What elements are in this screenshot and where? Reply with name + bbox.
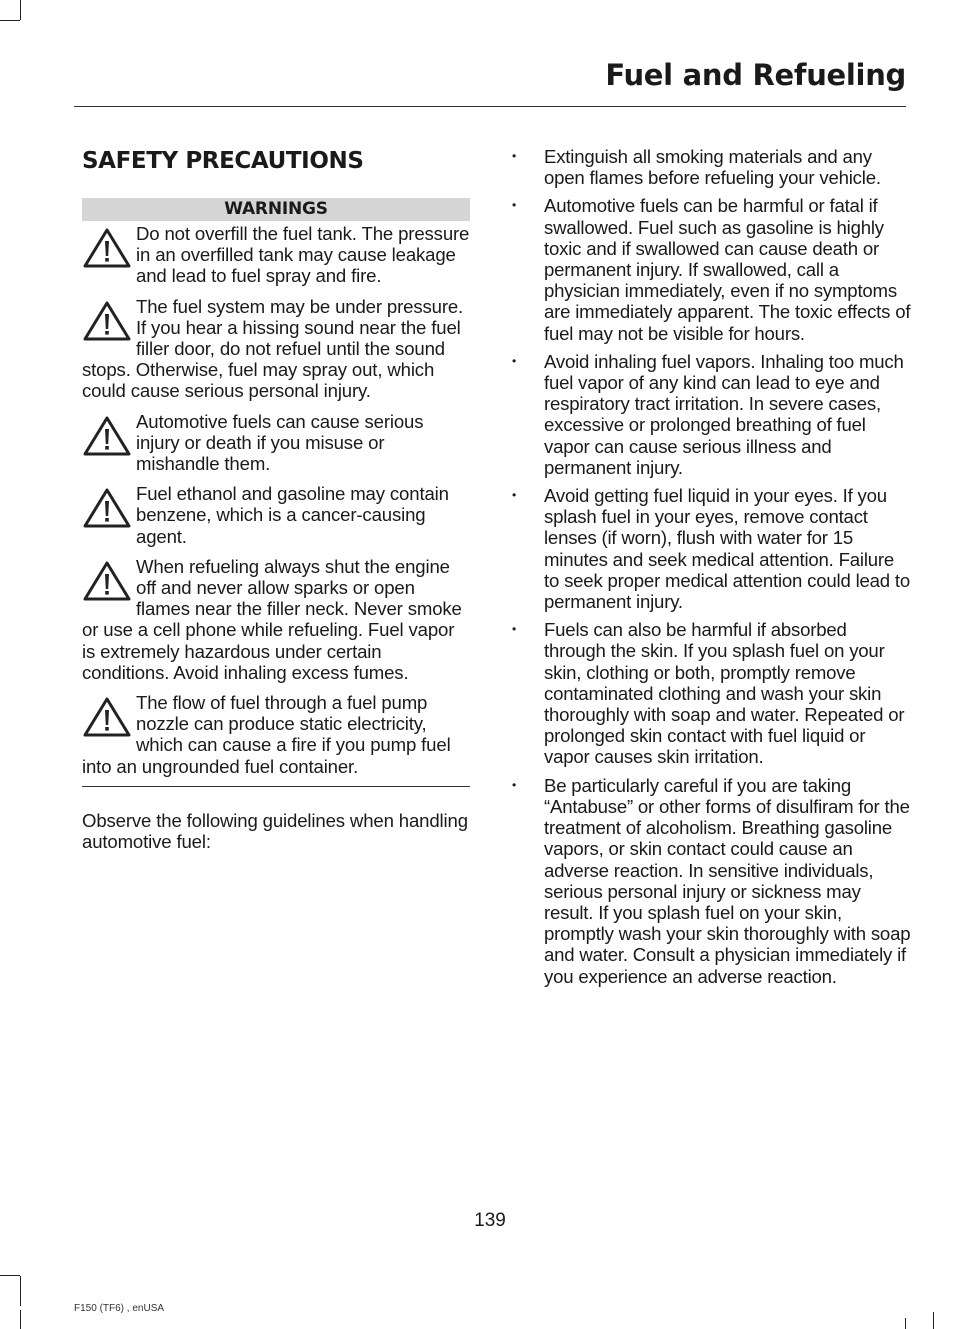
bullet-dot: • [512, 488, 517, 503]
bullet-dot: • [512, 198, 517, 213]
warning-triangle-icon [82, 300, 132, 342]
bullet-dot: • [512, 622, 517, 637]
bullet-dot: • [512, 777, 517, 792]
bullet-text: Be particularly careful if you are taking “Antabuse” or other forms of disulfiram for the treatment of alcoholism. Breathing gasoline vapors, or skin contact could cause an adverse reaction. In sensitive individuals, serious personal injury or sickness may result. If you splash fuel on your skin, promptly wash your skin thoroughly with soap and water. Consult a physician immediately if you experience an adverse reaction. [544, 774, 911, 987]
bullet-item [512, 775, 912, 987]
bullet-item [512, 146, 912, 188]
warning-triangle-icon [82, 415, 132, 457]
bullet-text: Automotive fuels can be harmful or fatal if swallowed. Fuel such as gasoline is highly toxic and if swallowed can cause death or permanent injury. If swallowed, call a physician immediately, even if no symptoms are immediately apparent. The toxic effects of fuel may not be visible for hours. [544, 195, 911, 344]
crop-mark-bottom-right-v2 [905, 1318, 906, 1329]
bullet-text: Extinguish all smoking materials and any open flames before refueling your vehicle. [544, 146, 881, 189]
warnings-list [82, 223, 470, 777]
warning-text: Do not overfill the fuel tank. The pressure in an overfilled tank may cause leakage and lead to fuel spray and fire. [136, 223, 470, 287]
bullet-text: Avoid inhaling fuel vapors. Inhaling too much fuel vapor of any kind can lead to eye and respiratory tract irritation. In severe cases, excessive or prolonged breathing of fuel vapor can cause serious illness and permanent injury. [544, 350, 904, 478]
bullet-text: Avoid getting fuel liquid in your eyes. If you splash fuel in your eyes, remove contact lenses (if worn), flush with water for 15 minutes and seek medical attention. Failure to seek proper medical attention could lead to permanent injury. [544, 485, 911, 613]
warning-text: The fuel system may be under pressure. If you hear a hissing sound near the fuel filler door, do not refuel until the sound stops. Otherwise, fuel may spray out, which could cause serious personal injury. [82, 295, 464, 402]
crop-mark-bottom-right-v [933, 1312, 934, 1329]
bullet-text: Fuels can also be harmful if absorbed through the skin. If you splash fuel on your skin, clothing or both, promptly remove contaminated clothing and wash your skin thoroughly with soap and water. Repeated or prolonged skin contact with fuel liquid or vapor causes skin irritation. [544, 619, 905, 768]
warnings-divider [82, 786, 470, 787]
warning-text: The flow of fuel through a fuel pump nozzle can produce static electricity, which can cause a fire if you pump fuel into an ungrounded fuel container. [82, 692, 451, 777]
bullet-item [512, 485, 912, 612]
warning-item [82, 223, 470, 287]
warning-triangle-icon [82, 487, 132, 529]
warning-text: Automotive fuels can cause serious injury or death if you misuse or mishandle them. [136, 410, 424, 475]
crop-mark-bottom-left-v [20, 1310, 21, 1329]
warning-triangle-icon [82, 560, 132, 602]
warning-triangle-icon [82, 696, 132, 738]
warning-triangle-icon [82, 227, 132, 269]
section-title: SAFETY PRECAUTIONS [82, 148, 364, 174]
warning-text: When refueling always shut the engine off and never allow sparks or open flames near the filler neck. Never smoke or use a cell phone while refueling. Fuel vapor is extremely hazardous under certain conditions. Avoid inhaling excess fumes. [82, 555, 462, 683]
crop-mark-bottom-left-v2 [20, 1276, 21, 1306]
page-title-text: Fuel and Refueling [605, 58, 906, 92]
bullet-dot: • [512, 149, 517, 163]
bullet-item [512, 351, 912, 478]
warning-item [82, 411, 470, 475]
page-title [74, 58, 906, 92]
header-rule [74, 106, 906, 107]
bullet-dot: • [512, 353, 517, 368]
right-column [512, 146, 912, 994]
warnings-label: WARNINGS [82, 198, 470, 221]
guidelines-intro: Observe the following guidelines when handling automotive fuel: [82, 809, 468, 853]
warning-item [82, 296, 470, 402]
warning-item [82, 483, 470, 547]
warning-text: Fuel ethanol and gasoline may contain benzene, which is a cancer-causing agent. [136, 483, 449, 547]
footer-code: F150 (TF6) , enUSA [74, 1303, 165, 1314]
crop-mark-top-left-h [0, 20, 20, 21]
warning-item [82, 556, 470, 683]
bullet-item [512, 619, 912, 767]
bullet-item [512, 195, 912, 343]
crop-mark-bottom-left-h [0, 1275, 20, 1276]
left-column [82, 146, 470, 852]
warning-item [82, 692, 470, 777]
crop-mark-top-left-v [20, 0, 21, 20]
page-number: 139 [474, 1210, 506, 1231]
